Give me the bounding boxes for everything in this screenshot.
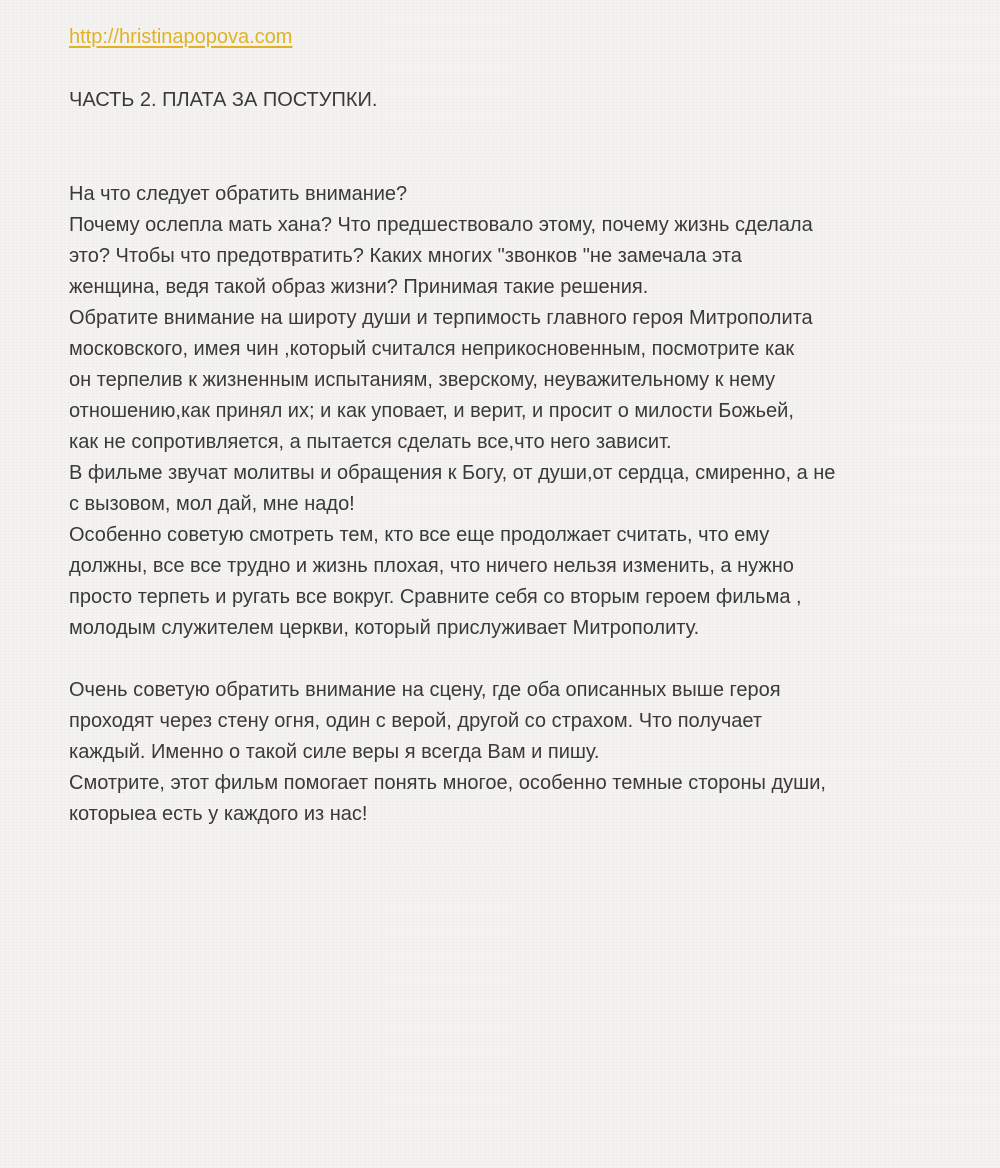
text-line: с вызовом, мол дай, мне надо! bbox=[69, 493, 355, 515]
text-line: должны, все все трудно и жизнь плохая, что ничего нельзя изменить, а нужно bbox=[69, 555, 794, 577]
text-line: Очень советую обратить внимание на сцену, где оба описанных выше героя bbox=[69, 679, 781, 701]
text-line: В фильме звучат молитвы и обращения к Богу, от души,от сердца, смиренно, а не bbox=[69, 462, 836, 484]
website-link[interactable]: http://hristinapopova.com bbox=[69, 26, 293, 48]
text-line: он терпелив к жизненным испытаниям, зверскому, неуважительному к нему bbox=[69, 369, 776, 391]
part-heading: ЧАСТЬ 2. ПЛАТА ЗА ПОСТУПКИ. bbox=[69, 89, 378, 111]
text-line: московского, имея чин ,который считался неприкосновенным, посмотрите как bbox=[69, 338, 795, 360]
text-line: женщина, ведя такой образ жизни? Принимая такие решения. bbox=[69, 276, 649, 298]
text-line: Почему ослепла мать хана? Что предшествовало этому, почему жизнь сделала bbox=[69, 214, 813, 236]
text-line: Смотрите, этот фильм помогает понять многое, особенно темные стороны души, bbox=[69, 772, 826, 794]
text-line: отношению,как принял их; и как уповает, и верит, и просит о милости Божьей, bbox=[69, 400, 794, 422]
text-line: Особенно советую смотреть тем, кто все еще продолжает считать, что ему bbox=[69, 524, 770, 546]
text-line: Обратите внимание на широту души и терпимость главного героя Митрополита bbox=[69, 307, 813, 329]
text-line: просто терпеть и ругать все вокруг. Сравните себя со вторым героем фильма , bbox=[69, 586, 802, 608]
text-line: каждый. Именно о такой силе веры я всегда Вам и пишу. bbox=[69, 741, 600, 763]
article-body bbox=[69, 179, 949, 830]
text-line: это? Чтобы что предотвратить? Каких многих "звонков "не замечала эта bbox=[69, 245, 742, 267]
text-line: как не сопротивляется, а пытается сделать все,что него зависит. bbox=[69, 431, 672, 453]
text-line: молодым служителем церкви, который прислуживает Митрополиту. bbox=[69, 617, 700, 639]
paragraph-gap bbox=[69, 644, 949, 675]
text-line: которыеа есть у каждого из нас! bbox=[69, 803, 368, 825]
text-line: На что следует обратить внимание? bbox=[69, 183, 408, 205]
text-line: проходят через стену огня, один с верой, другой со страхом. Что получает bbox=[69, 710, 763, 732]
